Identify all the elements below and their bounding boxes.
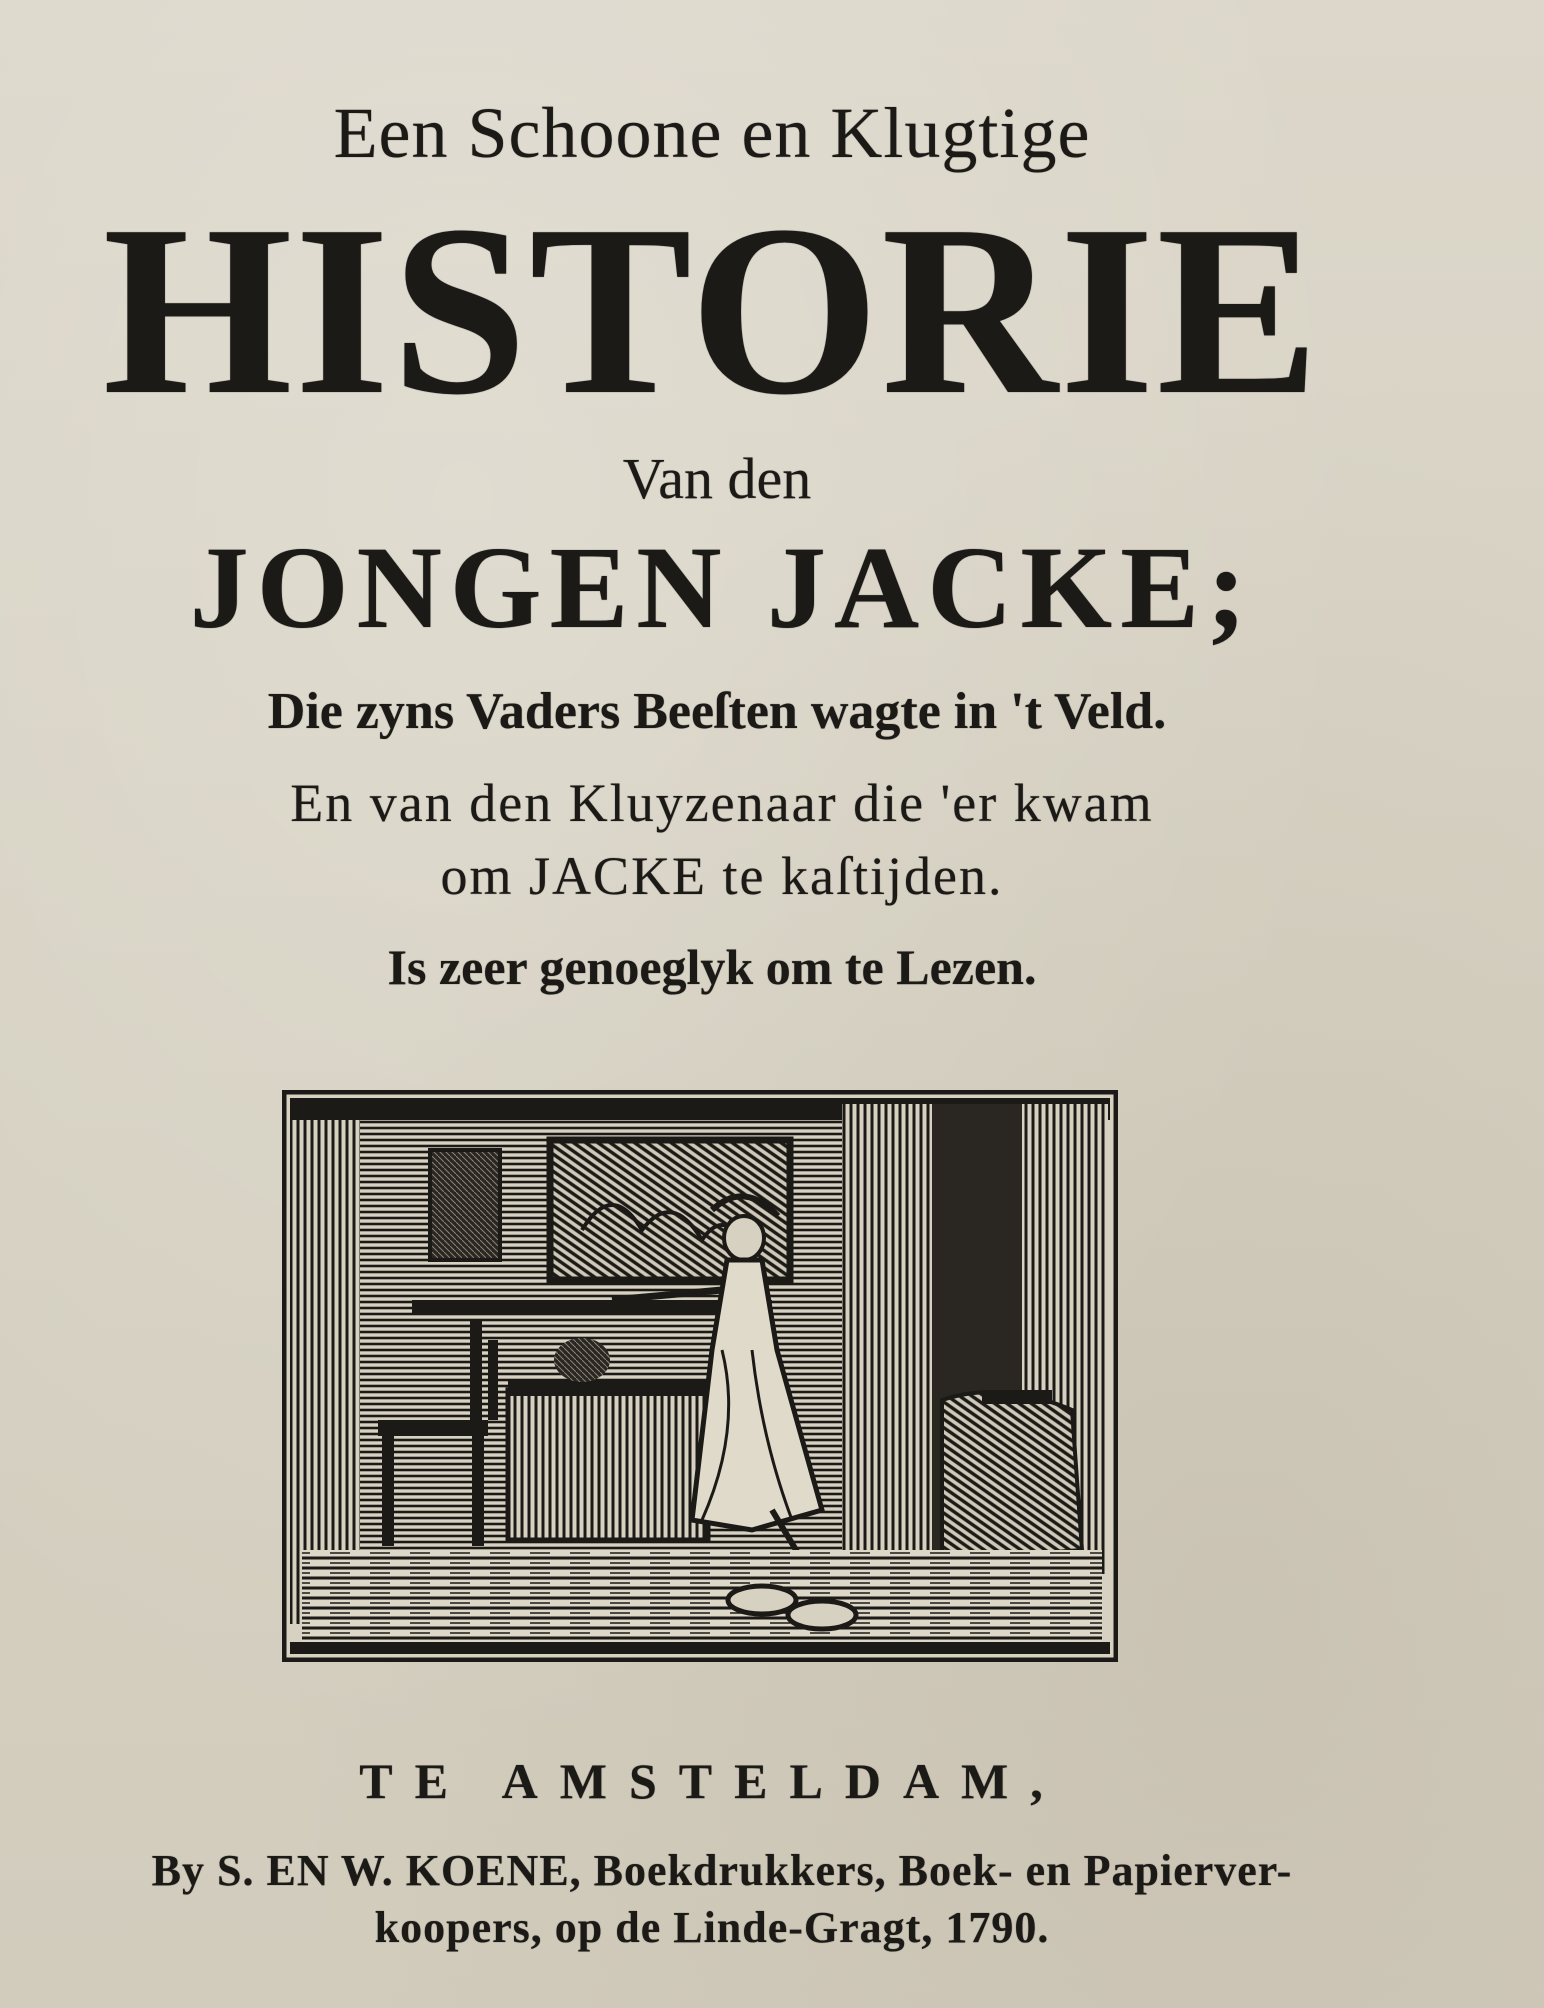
subtitle: Een Schoone en Klugtige: [333, 93, 1091, 173]
description-line-4: Is zeer genoeglyk om te Lezen.: [387, 939, 1037, 995]
description-line-3: om JACKE te kaſtijden.: [440, 846, 1004, 906]
description-line-1: Die zyns Vaders Beeſten wagte in 't Veld.: [267, 683, 1167, 740]
van-den-line: Van den: [622, 446, 812, 511]
publisher-line-1: By S. EN W. KOENE, Boekdrukkers, Boek- en Papierver-: [151, 1846, 1293, 1895]
woodcut-illustration: [282, 1090, 1118, 1662]
name-title: JONGEN JACKE;: [189, 522, 1255, 653]
publisher-line-2: koopers, op de Linde-Gragt, 1790.: [374, 1903, 1050, 1952]
place-of-publication: TE AMSTELDAM,: [359, 1753, 1065, 1809]
description-line-2: En van den Kluyzenaar die 'er kwam: [290, 773, 1154, 833]
main-title: HISTORIE: [102, 175, 1322, 445]
